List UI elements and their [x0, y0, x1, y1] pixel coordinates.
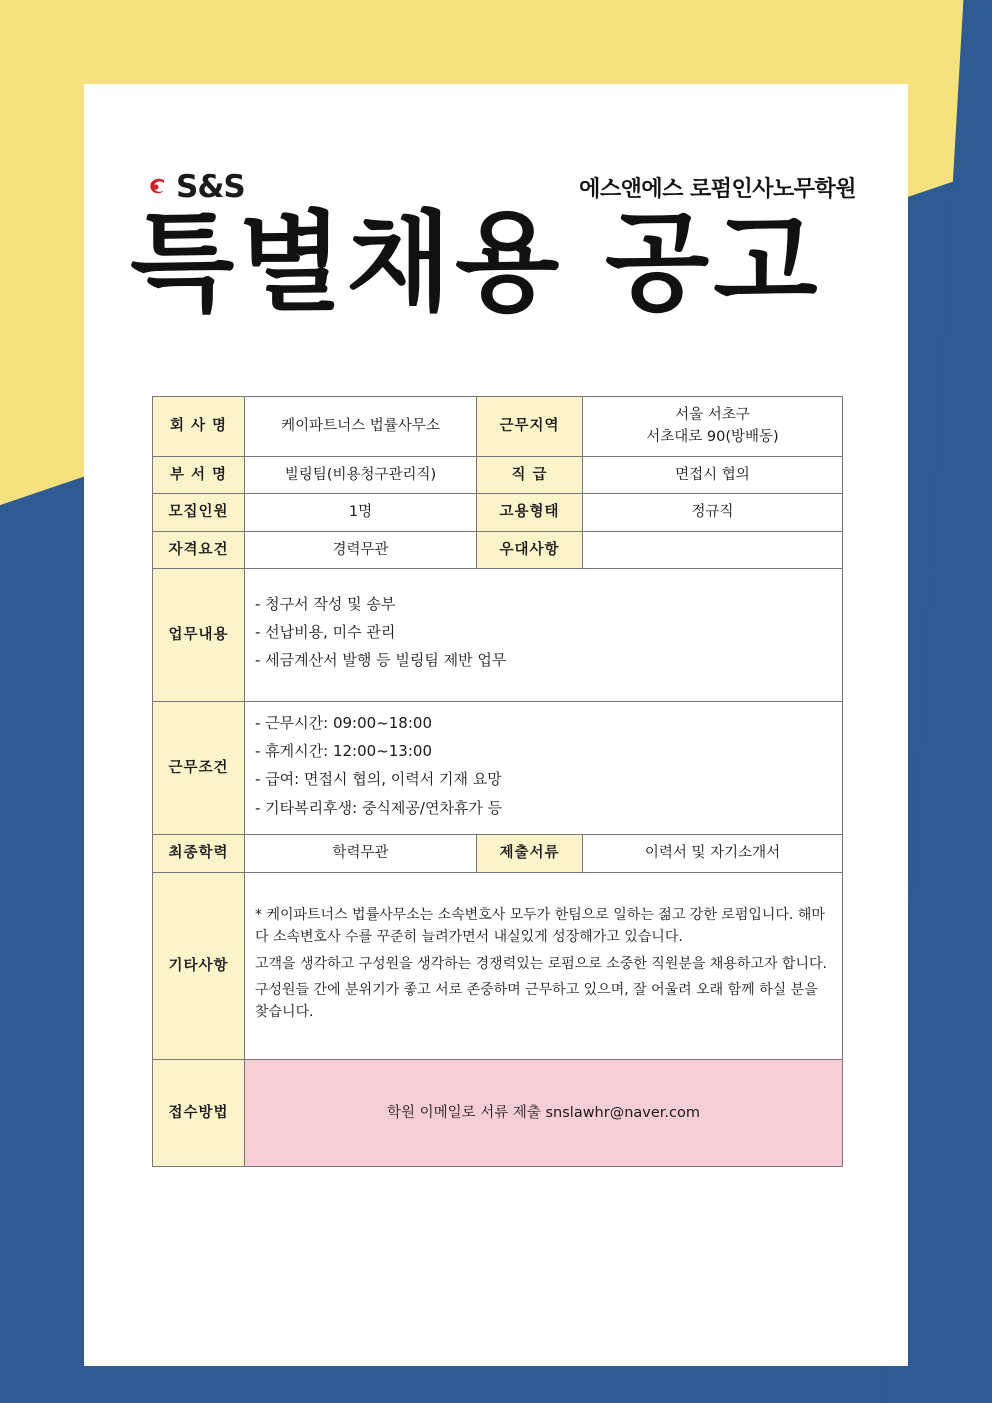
label-headcount: 모집인원 [153, 494, 245, 531]
duties-line: - 선납비용, 미수 관리 [255, 623, 396, 642]
label-education: 최종학력 [153, 835, 245, 872]
label-apply: 접수방법 [153, 1059, 245, 1166]
value-documents: 이력서 및 자기소개서 [583, 835, 843, 872]
value-department: 빌링팀(비용청구관리직) [245, 456, 477, 493]
value-duties [245, 569, 843, 702]
label-company: 회 사 명 [153, 397, 245, 457]
table-row [153, 569, 843, 702]
label-department: 부 서 명 [153, 456, 245, 493]
label-work-conditions: 근무조건 [153, 702, 245, 835]
etc-paragraph: 구성원들 간에 분위기가 좋고 서로 존중하며 근무하고 있으며, 잘 어울려 오래 함께 하실 분을 찾습니다. [255, 982, 818, 1021]
value-work-area [583, 397, 843, 457]
label-position: 직 급 [477, 456, 583, 493]
label-duties: 업무내용 [153, 569, 245, 702]
value-education: 학력무관 [245, 835, 477, 872]
etc-paragraph: * 케이파트너스 법률사무소는 소속변호사 모두가 한팀으로 일하는 젊고 강한 로펌입니다. 해마다 소속변호사 수를 꾸준히 늘려가면서 내실있게 성장해가고 있습니다. [255, 906, 825, 946]
recruitment-table [152, 396, 843, 1167]
label-documents: 제출서류 [477, 835, 583, 872]
table-row [153, 494, 843, 531]
ampersand-swirl-icon [144, 174, 170, 200]
label-work-area: 근무지역 [477, 397, 583, 457]
value-work-area-line2: 서초대로 90(방배동) [646, 429, 779, 446]
table-row [153, 1059, 843, 1166]
page-title: 특별채용 공고 [130, 201, 822, 326]
logo-text: S&S [176, 169, 245, 205]
label-qualification: 자격요건 [153, 531, 245, 568]
value-company: 케이파트너스 법률사무소 [245, 397, 477, 457]
value-position: 면접시 협의 [583, 456, 843, 493]
label-preference: 우대사항 [477, 531, 583, 568]
duties-line: - 세금계산서 발행 등 빌링팀 제반 업무 [255, 651, 507, 670]
work-condition-line: - 기타복리후생: 중식제공/연차휴가 등 [255, 798, 503, 817]
table-row [153, 702, 843, 835]
work-condition-line: - 휴게시간: 12:00~13:00 [255, 742, 432, 761]
poster-header [144, 169, 856, 205]
value-employment-type: 정규직 [583, 494, 843, 531]
poster-page [84, 84, 908, 1366]
duties-line: - 청구서 작성 및 송부 [255, 594, 396, 613]
etc-paragraph: 고객을 생각하고 구성원을 생각하는 경쟁력있는 로펌으로 소중한 직원분을 채용하고자 합니다. [255, 955, 827, 972]
table-row [153, 872, 843, 1059]
value-work-conditions [245, 702, 843, 835]
value-apply: 학원 이메일로 서류 제출 snslawhr@naver.com [245, 1059, 843, 1166]
value-headcount: 1명 [245, 494, 477, 531]
table-row [153, 456, 843, 493]
table-row [153, 835, 843, 872]
brand-name: 에스앤에스 로펌인사노무학원 [579, 176, 856, 202]
work-condition-line: - 급여: 면접시 협의, 이력서 기재 요망 [255, 770, 502, 789]
value-preference [583, 531, 843, 568]
value-qualification: 경력무관 [245, 531, 477, 568]
label-etc: 기타사항 [153, 872, 245, 1059]
value-work-area-line1: 서울 서초구 [675, 407, 750, 423]
value-etc [245, 872, 843, 1059]
logo [144, 169, 245, 205]
table-row [153, 531, 843, 568]
label-employment-type: 고용형태 [477, 494, 583, 531]
work-condition-line: - 근무시간: 09:00~18:00 [255, 713, 432, 732]
table-row [153, 397, 843, 457]
